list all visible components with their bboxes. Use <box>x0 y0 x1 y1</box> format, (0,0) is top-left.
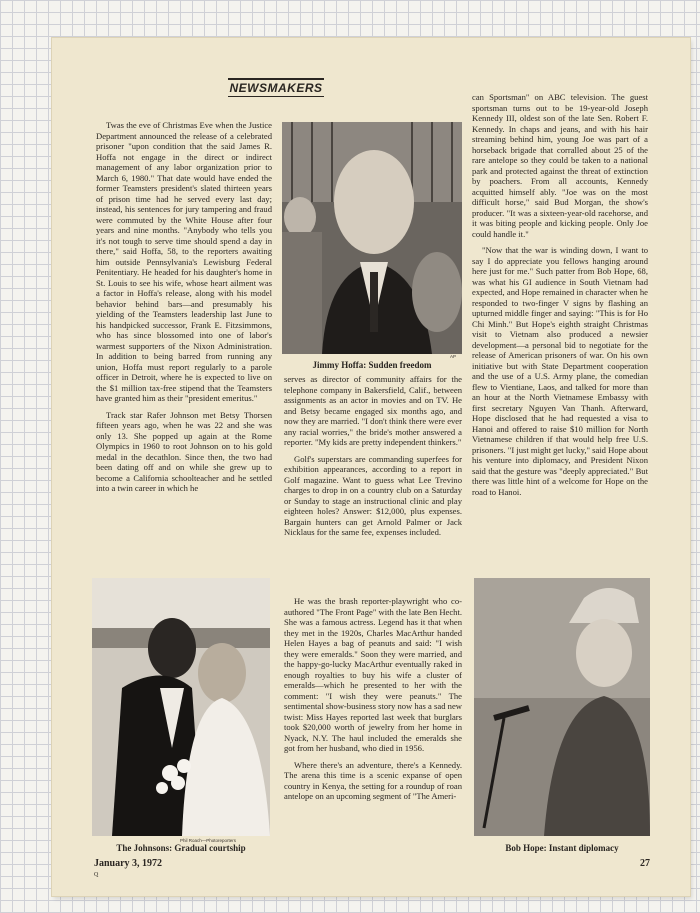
column-b2 <box>284 596 462 802</box>
column-a <box>96 120 272 494</box>
hayes-story: He was the brash reporter-playwright who co-authored "The Front Page" with the late Ben Hecht. She was a famous actress. Legend has it that when they met in the 1920s, Charles MacArthur handed Helen Hayes a bag of peanuts and said: "I wish they were emeralds." Soon they were married, and the happy-go-lucky MacArthur eventually raked in enough royalties to buy his wife a cluster of emeralds—which he presented to her with the comment: "I wish they were peanuts." The sentimental show-business story now has a sad new twist: Miss Hayes reported last week that burglars took $20,000 worth of jewelry from her home in Nyack, N.Y. The haul included the emeralds she got from her husband, who died in 1956. <box>284 596 462 753</box>
johnsons-caption: The Johnsons: Gradual courtship <box>116 843 246 853</box>
hoffa-story: Twas the eve of Christmas Eve when the Justice Department announced the release of a celebrated prisoner "upon condition that the said James R. Hoffa not engage in the direct or indirect management of any labor organization prior to March 6, 1980." That date would have ended the former Teamsters president's slated thirteen years of prison time had he served every last day; instead, his sentences for jury tampering and fraud were commuted by the White House after four years and nine months. "Anybody who tells you it's not tough to serve time should spend a day in there," said Hoffa, 58, to the reporters awaiting him outside Pennsylvania's Lewisburg Federal Penitentiary. He headed for his daughter's home in St. Louis to see his wife, whose heart ailment was a factor in Hoffa's release, along with his model behavior behind bars—and presumably his yielding of the Teamsters leadership last June to his handpicked successor, Frank E. Fitzsimmons, who has since blossomed into one of labor's warmest supporters of the Nixon Administration. In addition to being barred from running any union, Hoffa must report regularly to a parole officer in Detroit, where he is expected to live on the $1 million tax-free stipend that the Teamsters have granted him as their "president emeritus." <box>96 120 272 403</box>
johnson-story-continued: serves as director of community affairs for the telephone company in Bakersfield, Calif., between assignments as an actor in movies and on TV. He and Betsy became engaged six months ago, and now they are married. "I don't think there were ever any racial worries," the bride's mother answered a reporter. "My kids are pretty independent thinkers." <box>284 374 462 447</box>
kennedy-story-continued: can Sportsman" on ABC television. The guest sportsman turns out to be 19-year-old Joseph Kennedy III, oldest son of the late Sen. Robert F. Kennedy. In chaps and jeans, and with his hair streaming behind him, young Joe was part of a horseback brigade that corralled about 25 of the rare antelope so they could be taken to a national park and protected against the threat of extinction by poachers. From all accounts, Kennedy acquitted himself ably. "Joe was on the most difficult horse," said Bud Morgan, the show's producer. "It was a sixteen-year-old racehorse, and it was biting people and kicking people. Only Joe could handle it." <box>472 92 648 239</box>
issue-date: January 3, 1972 <box>94 858 163 869</box>
printer-mark: Q <box>94 872 99 878</box>
hope-story: "Now that the war is winding down, I want to say I do appreciate you fellows hanging around here just for me." Such patter from Bob Hope, 68, was what his GI audience in South Vietnam had expected, and Hope remained in character when he responded to two-finger V signs by flashing an upturned middle finger and saying: "This is for Ho Chi Minh." But Hope's eighth straight Christmas visit to Vietnam also produced a newsier development—a personal bid to negotiate for the release of American prisoners of war. On his own initiative but with State Department cooperation and the use of a U.S. Army plane, the comedian flew to Vientiane, Laos, and talked for more than an hour at the North Vietnamese Embassy with first secretary Nguyen Van Thanh. Afterward, Hope disclosed that he had requested a visa to Hanoi and offered to raise $10 million for North Vietnamese children if that would help free U.S. prisoners. "I just might get lucky," said Hope about his venture into diplomacy, and President Nixon said that the gesture was "deeply appreciated." But there was little hint of a welcome for Hope on the road to Hanoi. <box>472 245 648 497</box>
page-number: 27 <box>640 858 650 869</box>
hoffa-photo-credit: AP <box>450 354 457 359</box>
hope-caption: Bob Hope: Instant diplomacy <box>505 843 619 853</box>
hope-photo <box>474 578 650 836</box>
kennedy-story: Where there's an adventure, there's a Kennedy. The arena this time is a scenic expanse of open country in Kenya, the setting for a roundup of roan antelope on an upcoming segment of "The Ameri- <box>284 759 462 801</box>
johnsons-photo <box>92 578 270 836</box>
column-b <box>284 374 462 538</box>
section-title: NEWSMAKERS <box>228 78 324 97</box>
golf-story: Golf's superstars are commanding superfees for exhibition appearances, according to a report in Golf magazine. Want to guess what Lee Trevino charges to drop in on a country club on a Saturday or Sunday to stage an instructional clinic and play eighteen holes? Answer: $12,000, plus expenses. Bargain hunters can get Arnold Palmer or Jack Nicklaus for the same fee, expenses included. <box>284 453 462 537</box>
hoffa-caption: Jimmy Hoffa: Sudden freedom <box>312 360 432 370</box>
johnson-story: Track star Rafer Johnson met Betsy Thorsen fifteen years ago, when he was 22 and she was only 13. She popped up again at the Rome Olympics in 1960 to root Johnson on to his gold medal in the decathlon. Since then, the two had been dating off and on while she grew up to become a California schoolteacher and he settled into a twin career in which he <box>96 409 272 493</box>
hoffa-photo <box>282 122 462 354</box>
johnsons-photo-credit: Phil Roach—Photoreporters <box>180 838 237 843</box>
magazine-page <box>52 38 690 896</box>
column-c <box>472 92 648 497</box>
